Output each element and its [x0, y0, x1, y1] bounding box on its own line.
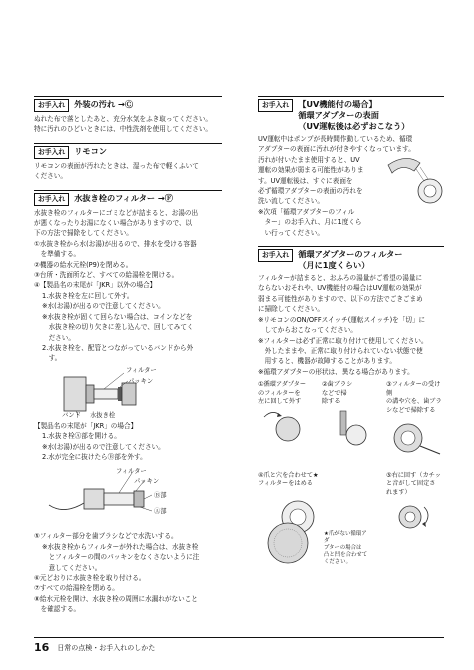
- sub-step: 2.水抜き栓を、配管とつながっているバンドから外: [42, 343, 194, 352]
- care-tag: お手入れ: [258, 99, 293, 112]
- text-line: UV運転中はポンプが長時間作動しているため、循環: [258, 135, 413, 143]
- step-line: ※水抜き栓からフィルターが外れた場合は、水抜き栓: [42, 542, 199, 551]
- label-part-a: Ⓐ部: [154, 508, 167, 516]
- page-footer: [34, 637, 444, 654]
- step-line: ⑧給水元栓を開け、水抜き栓の周囲に水漏れがないこと: [34, 594, 198, 603]
- sub-step: す。: [42, 354, 62, 363]
- sub-step: ※水抜き栓が固くて回らない場合は、コインなどを: [42, 312, 193, 321]
- section-title: 循環アダプターの表面: [298, 110, 379, 120]
- right-column: [258, 96, 444, 567]
- step-line: 意してください。: [42, 563, 102, 572]
- filter-step-3: [386, 381, 444, 471]
- step-text: 右に回す（カチッ と音がして固定さ れます）: [386, 471, 441, 496]
- sub-step: ※水(お湯)が出るので注意してください。: [42, 442, 165, 451]
- text-line: ※循環アダプターの形状は、異なる場合があります。: [258, 367, 414, 376]
- step-line: ①水抜き栓から水(お湯)が出るので、排水を受ける容器: [34, 239, 197, 248]
- text-line: 弱まる可能性がありますので、以下の方法でごきごまめ: [258, 294, 423, 303]
- page-number: 16: [34, 641, 50, 654]
- left-column: [34, 96, 222, 616]
- text-line: 水抜き栓のフィルターにゴミなどが詰まると、お湯の出: [34, 208, 199, 217]
- step-text: 循環アダプター のフィルターを 左に回して外す: [258, 381, 307, 406]
- text-line: に掃除してください。: [258, 305, 324, 314]
- label-packing: パッキン: [134, 478, 160, 486]
- label-filter: フィルター: [116, 468, 147, 476]
- step-line: を確認する。: [34, 605, 81, 614]
- step-text: 爪と穴を合わせて★ フィルターをはめる: [258, 471, 319, 488]
- section-title: 【UV機能付の場合】: [298, 99, 377, 109]
- text-line: ならないおそれや、UV機能付の場合はUV運転の効果が: [258, 284, 422, 293]
- jkr-drain-figure: [34, 465, 222, 529]
- step-2-illustration: [322, 407, 380, 463]
- label-drain-plug: 水抜き栓: [90, 411, 116, 419]
- step-number: ④: [258, 471, 264, 479]
- section-header-adapter-filter: [258, 246, 444, 271]
- step-line: とフィルターの間のパッキンをなくさないように注: [42, 553, 200, 562]
- text-line: い行ってください。: [258, 228, 324, 237]
- care-tag: お手入れ: [258, 249, 293, 262]
- filter-step-4: [258, 472, 368, 567]
- text-line: 必ず循環アダプターの表面の汚れを: [258, 187, 363, 196]
- text-line: ぬれた布で落としたあと、充分水気をふき取ってください。: [34, 115, 213, 123]
- step-text: フィルターの受け側 の溝や穴を、歯ブラ シなどで掃除する: [386, 381, 442, 414]
- label-packing: パッキン: [128, 377, 154, 385]
- label-filter: フィルター: [126, 366, 157, 374]
- text-line: リモコンの表面が汚れたときは、湿った布で軽くふいて: [34, 161, 199, 170]
- filter-step-1: [258, 381, 316, 471]
- sub-step: 2.水が完全に抜けたらⒷ部を外す。: [42, 452, 147, 461]
- star-note: ★爪がない循環アダ プターの場合は 凸と凹を合わせて ください。: [324, 530, 368, 565]
- step-line: ③台所・洗面所など、すべての給湯栓を開ける。: [34, 271, 179, 280]
- step-number: ③: [386, 381, 392, 389]
- text-line: 洗い流してください。: [258, 197, 324, 206]
- text-line: 汚れが付いたまま使用すると、UV: [258, 155, 360, 164]
- text-line: アダプターの表面に汚れが付きやすくなっています。: [258, 145, 415, 154]
- care-tag: お手入れ: [34, 146, 69, 159]
- filter-steps-row-1: [258, 381, 444, 471]
- step-line: を準備する。: [34, 250, 81, 259]
- sub-step: 1.水抜き栓Ⓐ部を開ける。: [42, 432, 121, 441]
- step-line: ⑦すべての給湯栓を閉める。: [34, 584, 119, 593]
- sub-step: ださい。: [42, 333, 75, 342]
- sub-step: 水抜き栓の切り欠きに差し込んで、回してみてく: [42, 323, 194, 332]
- drain-plug-figure: [34, 367, 222, 419]
- step-number: ⑤: [386, 471, 392, 479]
- text-line: ※リモコンのON/OFFスイッチ(運転スイッチ)を「切」に: [258, 315, 426, 324]
- text-line: 下の方法で掃除をしてください。: [34, 229, 133, 238]
- sub-step: ※水(お湯)が出るので注意してください。: [42, 302, 165, 311]
- filter-step-2: [322, 381, 380, 471]
- section-title: リモコン: [74, 145, 107, 156]
- text-line: が悪くなったりお湯になくい場合がありますので、以: [34, 219, 193, 228]
- step-3-illustration: [386, 416, 444, 472]
- section-title: 水抜き栓のフィルター →Ⓕ: [74, 192, 173, 203]
- step-number: ②: [322, 381, 328, 389]
- label-band: バンド: [62, 411, 81, 419]
- care-tag: お手入れ: [34, 99, 69, 112]
- text-line: 用すると、機器が故障することがあります。: [258, 357, 396, 366]
- section-subtitle: （UV運転後は必ずおこなう）: [298, 121, 410, 131]
- text-line: ください。: [34, 172, 67, 181]
- text-line: ター」のお手入れ、月に1度くら: [258, 218, 362, 227]
- text-line: す。UV運転後は、すぐに表面を: [258, 176, 353, 185]
- care-tag: お手入れ: [34, 193, 69, 206]
- text-line: 外したままや、正常に取り付けられていない状態で使: [258, 346, 423, 355]
- footer-text: 日常の点検・お手入れのしかた: [57, 643, 156, 652]
- text-line: ※次項「循環アダプターのフィル: [258, 207, 355, 216]
- label-part-b: Ⓑ部: [154, 492, 167, 500]
- text-line: フィルターが詰まると、おふろの湯量がご希望の湯量に: [258, 274, 423, 283]
- section-header-adapter-surface: [258, 96, 444, 132]
- step-line: ⑤フィルター部分を歯ブラシなどで水洗いする。: [34, 532, 178, 541]
- sub-step: 1.水抜き栓を左に回して外す。: [42, 291, 134, 300]
- section-subtitle: （月に1度くらい）: [298, 260, 370, 271]
- filter-step-5: [386, 472, 444, 567]
- jkr-heading: 【製品名の末尾が「JKR」の場合】: [34, 421, 138, 430]
- section-header-exterior: [34, 96, 222, 112]
- step-line: ⑥元どおりに水抜き栓を取り付ける。: [34, 573, 146, 582]
- shower-adapter-illustration: [386, 153, 446, 213]
- step-5-illustration: [386, 497, 444, 553]
- section-title: 外装の汚れ →Ⓒ: [74, 99, 134, 109]
- text-line: してからおこなってください。: [258, 326, 357, 335]
- section-title: 循環アダプターのフィルター: [298, 249, 403, 260]
- step-number: ①: [258, 381, 264, 389]
- step-4-illustration: [258, 489, 368, 567]
- step-line: ②機器の給水元栓(P9)を閉める。: [34, 260, 133, 269]
- text-line: 運転の効果が弱まる可能性がありま: [258, 166, 364, 175]
- step-text: 歯ブラシ などで掃 除する: [322, 381, 353, 406]
- section-header-drain-filter: [34, 190, 222, 206]
- text-line: ※フィルターは必ず正常に取り付けて使用してください。: [258, 336, 428, 345]
- text-line: 特に汚れのひどいときには、中性洗剤を使用してください。: [34, 125, 213, 134]
- step-line: ④【製品名の末尾が「JKR」以外の場合】: [34, 281, 157, 290]
- section-header-remote: [34, 143, 222, 159]
- filter-steps-row-2: [258, 472, 444, 567]
- step-1-illustration: [258, 407, 316, 463]
